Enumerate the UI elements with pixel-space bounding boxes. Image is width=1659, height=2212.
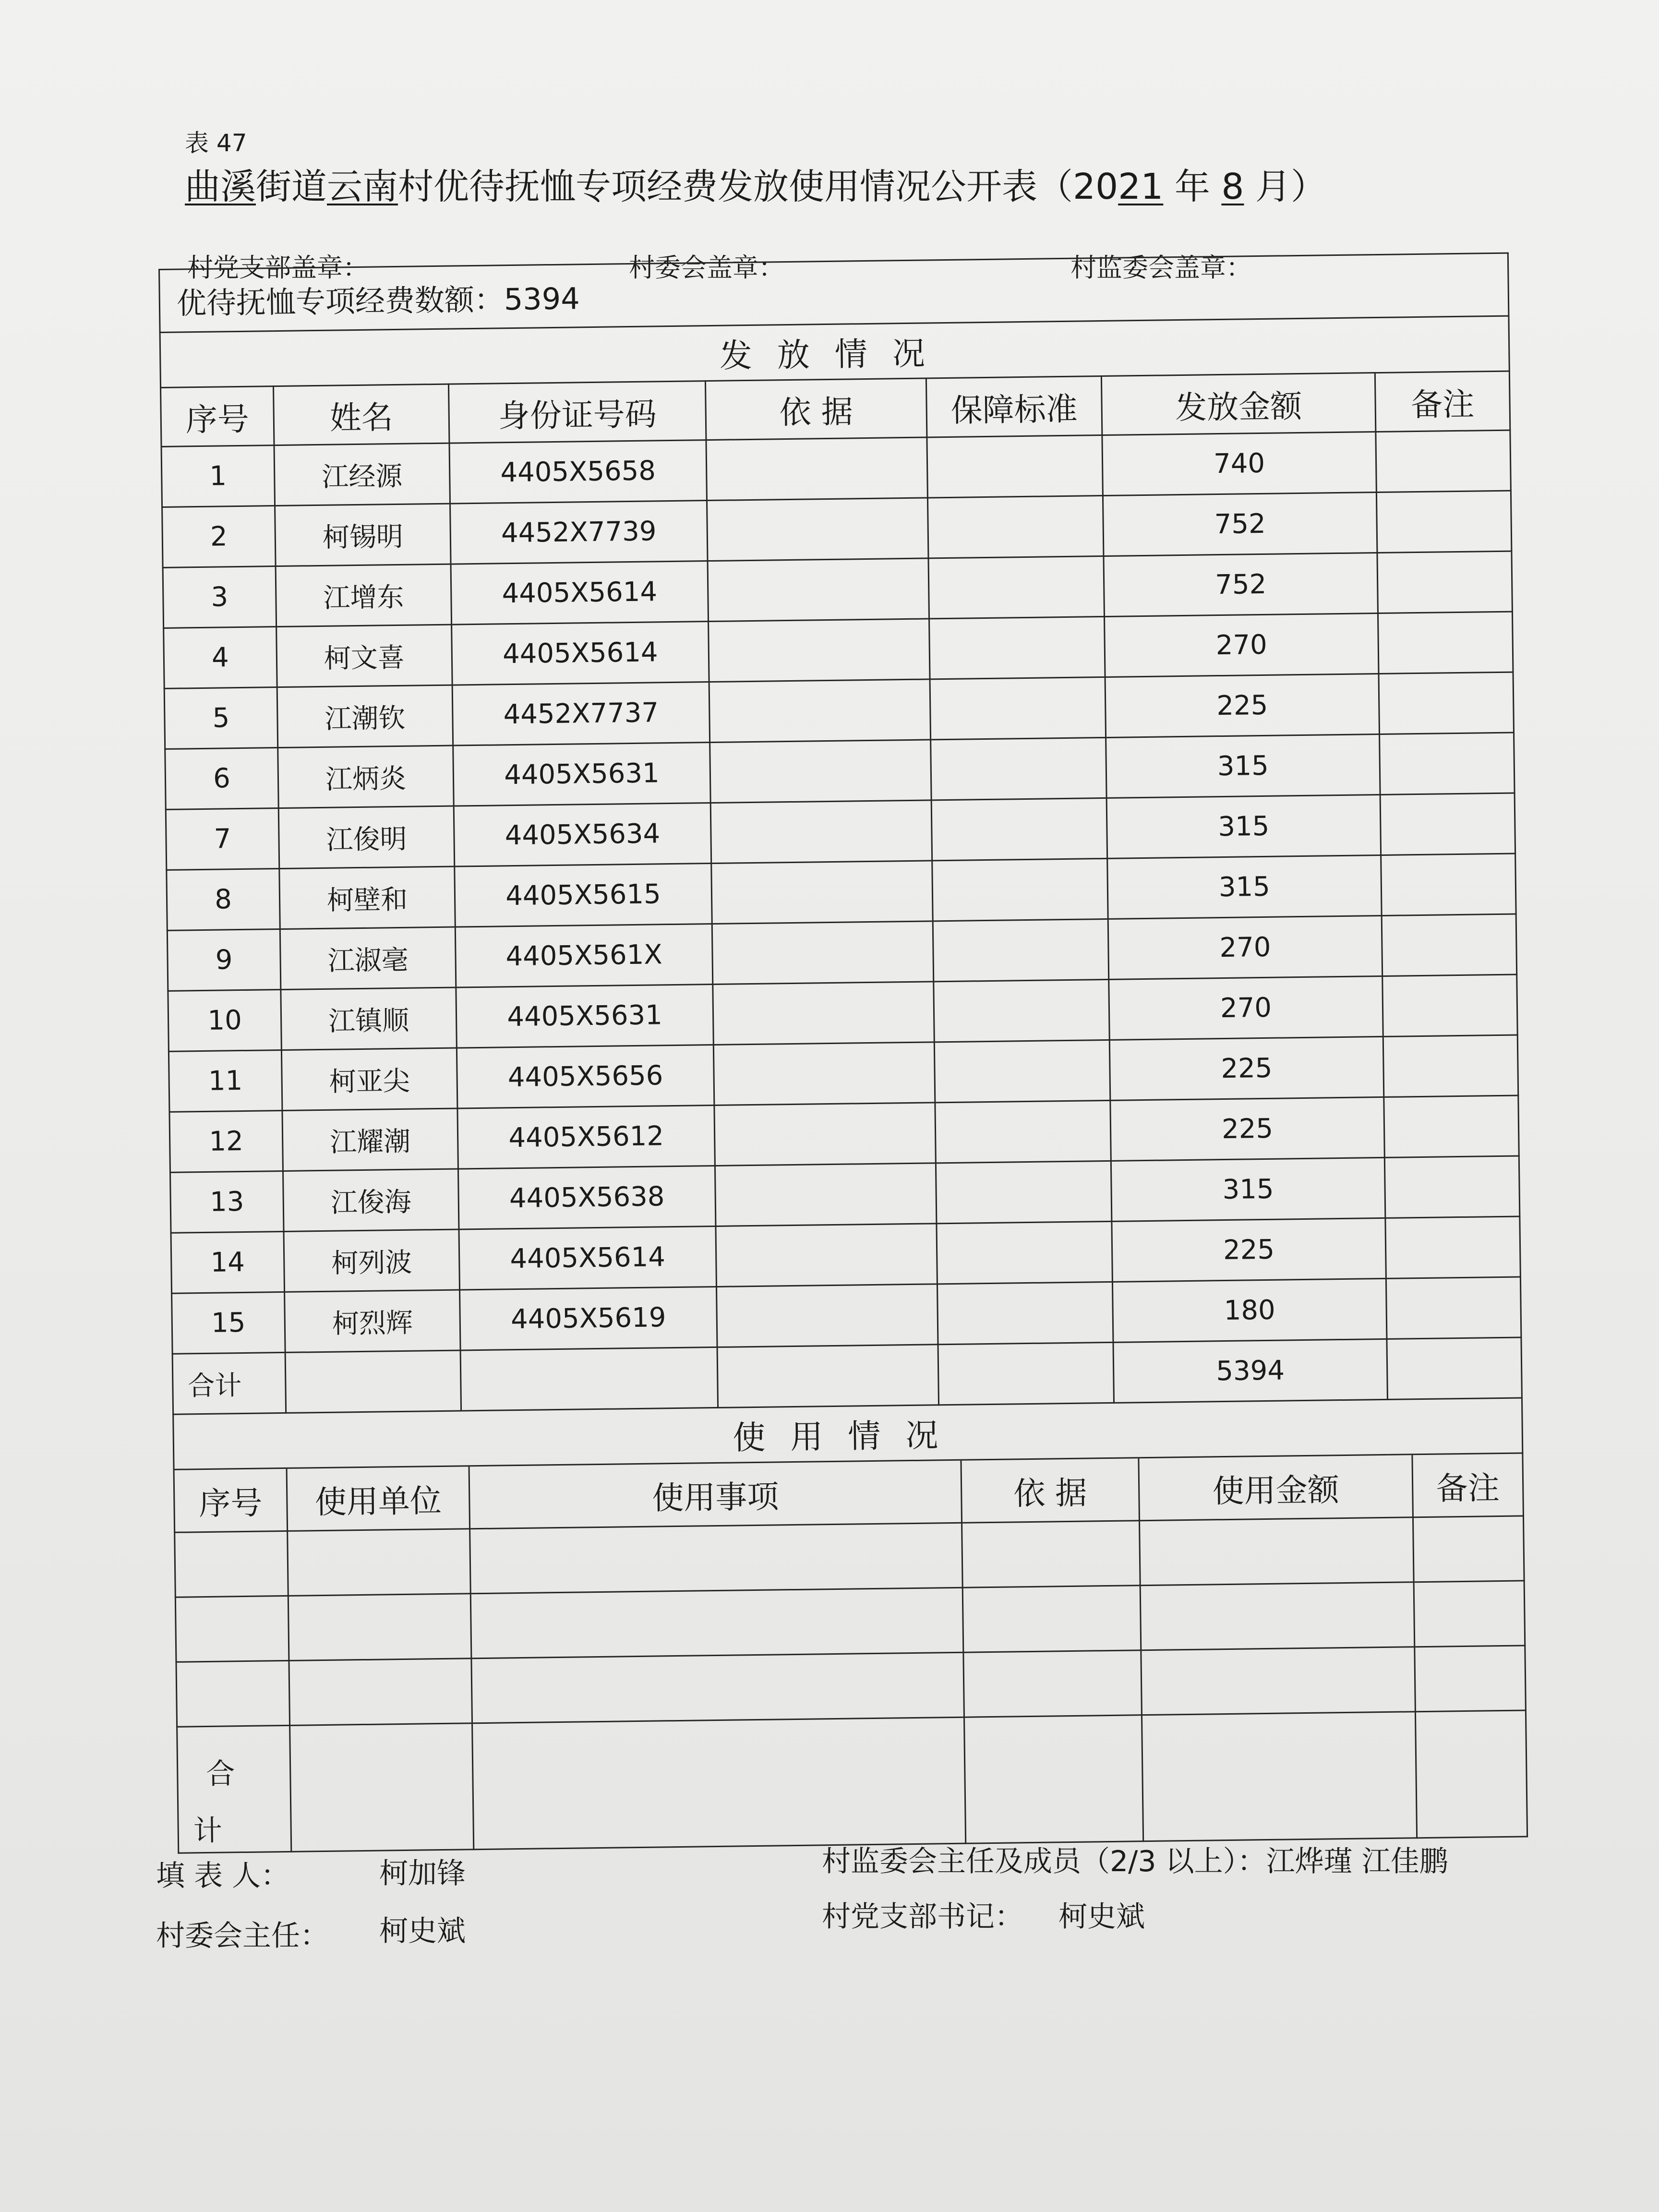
usage-cell (288, 1594, 471, 1661)
row-note (1384, 1095, 1519, 1157)
disclosure-table-wrap (158, 252, 1527, 1854)
row-no: 6 (165, 748, 279, 810)
row-name: 江镇顺 (281, 987, 457, 1050)
row-id: 4405X5631 (456, 985, 713, 1048)
row-id: 4405X5615 (455, 864, 712, 927)
header-no: 序号 (161, 386, 274, 447)
row-basis (706, 437, 928, 501)
row-basis (710, 800, 932, 864)
row-basis (715, 1163, 937, 1226)
seal-party-branch: 村党支部盖章： (187, 252, 369, 283)
row-no: 14 (171, 1231, 285, 1293)
total-empty-id (460, 1347, 718, 1411)
row-amount: 180 (1112, 1278, 1386, 1342)
usage-cell (963, 1650, 1142, 1718)
usage-cell (470, 1523, 963, 1594)
distribution-total-label: 合计 (172, 1352, 286, 1414)
title-end: 月） (1244, 166, 1327, 207)
row-note (1376, 491, 1512, 553)
usage-cell (964, 1715, 1143, 1844)
header-basis: 依 据 (705, 378, 926, 440)
usage-header-amount: 使用金额 (1139, 1455, 1413, 1520)
header-standard: 保障标准 (926, 376, 1102, 437)
usage-header-no: 序号 (174, 1469, 288, 1532)
row-name: 柯锡明 (275, 504, 451, 566)
title-year: 21 (1118, 166, 1164, 207)
row-basis (713, 982, 935, 1045)
row-standard (934, 1040, 1110, 1102)
header-id: 身份证号码 (448, 381, 706, 444)
row-name: 柯壁和 (279, 866, 456, 929)
row-id: 4452X7737 (452, 682, 709, 746)
row-name: 柯列波 (284, 1229, 460, 1292)
row-note (1385, 1216, 1521, 1278)
row-note (1380, 793, 1515, 855)
row-standard (928, 556, 1105, 618)
row-standard (927, 495, 1104, 558)
usage-cell (1140, 1582, 1415, 1650)
row-standard (930, 677, 1106, 739)
row-standard (931, 798, 1107, 860)
row-basis (709, 679, 931, 743)
title-part-village: 云南 (327, 166, 398, 207)
row-no: 13 (170, 1171, 284, 1233)
usage-total-row (177, 1710, 1527, 1853)
row-standard (932, 858, 1108, 921)
row-note (1386, 1277, 1521, 1339)
row-id: 4405X5619 (460, 1286, 717, 1350)
row-amount: 225 (1105, 674, 1379, 738)
row-note (1377, 551, 1513, 613)
row-amount: 752 (1103, 493, 1377, 556)
row-no: 15 (172, 1292, 286, 1354)
row-amount: 315 (1111, 1157, 1385, 1221)
row-no: 4 (164, 627, 277, 689)
row-amount: 740 (1102, 432, 1376, 496)
row-note (1382, 914, 1517, 976)
row-id: 4405X5631 (453, 743, 710, 806)
usage-cell (288, 1529, 471, 1596)
row-amount: 315 (1106, 794, 1381, 858)
row-name: 柯烈辉 (285, 1290, 461, 1352)
usage-cell (1415, 1646, 1526, 1712)
row-name: 江潮钦 (277, 685, 453, 747)
row-basis (709, 619, 930, 682)
row-basis (714, 1103, 936, 1166)
row-amount: 270 (1109, 976, 1383, 1040)
row-basis (710, 740, 932, 803)
usage-total-label (177, 1725, 291, 1853)
usage-header-note: 备注 (1412, 1454, 1524, 1517)
usage-cell (289, 1659, 472, 1726)
title-year-suffix: 年 (1163, 166, 1222, 207)
usage-header-basis: 依 据 (961, 1458, 1140, 1523)
row-note (1383, 1035, 1518, 1097)
row-name: 柯文喜 (276, 625, 453, 687)
distribution-section-title: 发放情况 (160, 316, 1509, 387)
usage-total-char-2: 计 (193, 1814, 223, 1848)
row-name: 江耀潮 (282, 1108, 458, 1171)
row-amount: 752 (1104, 553, 1378, 617)
usage-cell (472, 1717, 966, 1850)
usage-cell (176, 1660, 290, 1727)
row-no: 7 (166, 808, 279, 870)
row-name: 江增东 (276, 564, 452, 626)
row-id: 4452X7739 (450, 501, 708, 565)
seal-village-committee: 村委会盖章： (629, 252, 784, 283)
row-name: 江经源 (274, 443, 450, 505)
usage-cell (1413, 1516, 1524, 1582)
row-note (1376, 430, 1511, 492)
row-name: 江俊明 (278, 806, 455, 868)
row-standard (935, 1100, 1111, 1163)
usage-header-item: 使用事项 (469, 1461, 962, 1529)
row-id: 4405X5658 (449, 440, 707, 504)
row-amount: 270 (1108, 915, 1382, 979)
row-basis (711, 861, 933, 924)
row-basis (707, 498, 928, 561)
usage-cell (290, 1723, 474, 1852)
row-no: 5 (164, 687, 278, 749)
total-empty-note (1387, 1337, 1522, 1399)
header-amount: 发放金额 (1101, 373, 1375, 435)
row-amount: 315 (1106, 734, 1380, 798)
row-note (1381, 854, 1516, 915)
director-name: 柯史斌 (379, 1914, 466, 1948)
title-month: 8 (1221, 166, 1244, 207)
row-basis (713, 1042, 935, 1106)
row-basis (712, 921, 934, 985)
row-id: 4405X5614 (459, 1226, 716, 1290)
usage-cell (1141, 1647, 1416, 1715)
title-part-district: 曲溪 (185, 166, 256, 207)
distribution-total-amount: 5394 (1113, 1339, 1387, 1403)
usage-cell (1142, 1712, 1417, 1841)
row-note (1378, 612, 1513, 673)
filler-name: 柯加锋 (379, 1857, 466, 1890)
usage-cell (962, 1521, 1141, 1588)
fund-label: 优待抚恤专项经费数额： (176, 281, 505, 321)
row-standard (937, 1282, 1113, 1344)
row-no: 11 (168, 1050, 282, 1112)
title-part-street: 街道 (256, 166, 327, 207)
usage-table (173, 1454, 1528, 1853)
row-no: 12 (169, 1110, 283, 1172)
row-id: 4405X561X (455, 924, 712, 988)
usage-cell (175, 1596, 289, 1662)
secretary-label: 村党支部书记： (822, 1900, 1023, 1934)
usage-section-title: 使用情况 (173, 1398, 1523, 1469)
total-empty-name (285, 1350, 461, 1413)
row-id: 4405X5638 (458, 1166, 715, 1229)
row-amount: 225 (1110, 1097, 1384, 1161)
row-note (1382, 974, 1518, 1036)
header-name: 姓名 (274, 384, 449, 445)
row-note (1384, 1156, 1520, 1218)
row-id: 4405X5656 (457, 1045, 714, 1108)
row-basis (708, 558, 929, 622)
secretary-name: 柯史斌 (1058, 1900, 1145, 1934)
row-amount: 225 (1109, 1036, 1383, 1100)
title-part-main: 村优待抚恤专项经费发放使用情况公开表（20 (398, 166, 1118, 207)
filler-label: 填 表 人： (156, 1859, 290, 1893)
director-label: 村委会主任： (156, 1919, 329, 1953)
row-no: 9 (167, 929, 281, 991)
row-no: 3 (163, 566, 276, 628)
row-no: 2 (162, 506, 276, 568)
usage-cell (1415, 1710, 1527, 1838)
total-empty-standard (938, 1342, 1114, 1405)
row-standard (929, 616, 1106, 679)
fund-amount: 5394 (504, 280, 580, 317)
row-amount: 315 (1107, 855, 1382, 919)
usage-cell (471, 1652, 964, 1723)
row-name: 柯亚尖 (281, 1048, 457, 1110)
page-title (185, 158, 1326, 209)
row-amount: 270 (1104, 613, 1378, 677)
usage-header-unit: 使用单位 (287, 1467, 470, 1531)
row-no: 8 (167, 869, 280, 931)
row-id: 4405X5614 (451, 561, 708, 625)
row-basis (716, 1224, 938, 1287)
row-standard (936, 1161, 1112, 1223)
row-no: 10 (168, 989, 282, 1051)
total-empty-basis (717, 1345, 939, 1408)
row-standard (937, 1221, 1113, 1284)
row-id: 4405X5614 (452, 622, 709, 685)
row-id: 4405X5634 (454, 803, 711, 867)
usage-cell (1414, 1581, 1525, 1647)
usage-cell (175, 1531, 289, 1597)
usage-cell (470, 1587, 963, 1659)
row-basis (716, 1284, 938, 1347)
table-number: 表 47 (185, 129, 247, 157)
row-standard (933, 919, 1109, 981)
usage-cell (962, 1586, 1141, 1653)
row-name: 江淑毫 (280, 927, 456, 989)
supervision-members: 村监委会主任及成员（2/3 以上）：江烨瑾 江佳鹏 (822, 1845, 1448, 1878)
usage-total-char-1: 合 (205, 1757, 235, 1791)
row-no: 1 (161, 445, 275, 507)
row-standard (934, 979, 1110, 1042)
usage-cell (1140, 1517, 1414, 1586)
disclosure-table (158, 252, 1523, 1470)
row-amount: 225 (1112, 1218, 1386, 1282)
row-name: 江炳炎 (278, 745, 454, 808)
seal-supervision-committee: 村监委会盖章： (1070, 252, 1252, 283)
row-note (1380, 733, 1515, 794)
row-standard (931, 737, 1107, 800)
row-name: 江俊海 (283, 1169, 459, 1231)
row-note (1379, 672, 1514, 734)
header-note: 备注 (1375, 371, 1510, 432)
row-standard (927, 435, 1103, 498)
row-id: 4405X5612 (457, 1105, 715, 1169)
